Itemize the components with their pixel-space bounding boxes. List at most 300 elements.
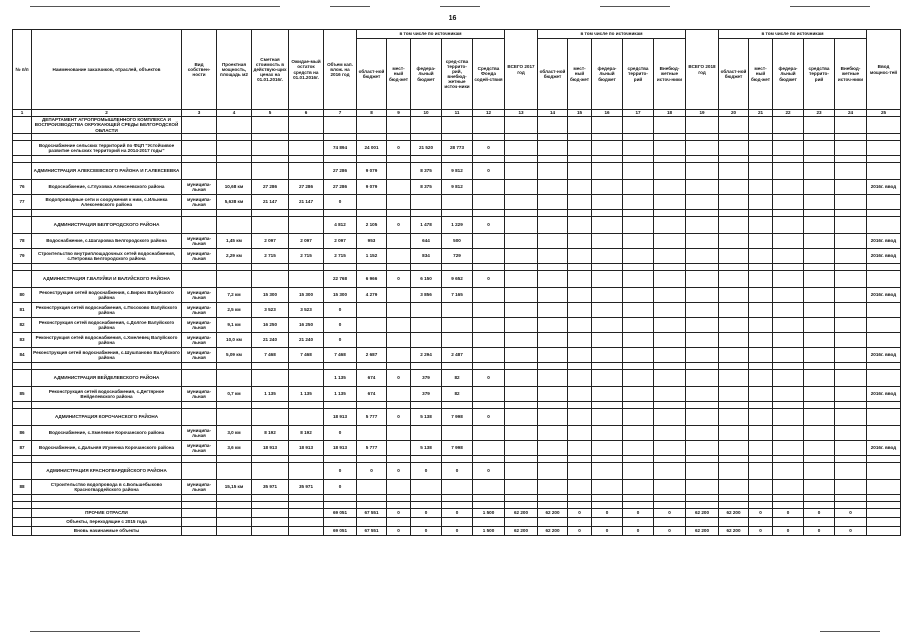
empty-cell	[411, 264, 442, 271]
value-cell: 9,1 км	[217, 318, 252, 333]
value-cell	[473, 333, 505, 348]
value-cell	[835, 195, 867, 210]
value-cell: 16 250	[289, 318, 324, 333]
empty-cell	[217, 495, 252, 502]
src2018-header: средства террито-рий	[804, 39, 835, 110]
value-cell	[568, 409, 592, 426]
empty-cell	[442, 363, 473, 370]
value-cell	[387, 234, 411, 249]
empty-cell	[32, 456, 182, 463]
col-name-header: Наименование заказчиков, отраслей, объектов	[32, 30, 182, 110]
value-cell	[835, 480, 867, 495]
section-row	[13, 217, 901, 234]
empty-cell	[623, 456, 654, 463]
value-cell	[252, 527, 289, 536]
value-cell	[654, 387, 686, 402]
empty-cell	[252, 456, 289, 463]
value-cell	[182, 463, 217, 480]
value-cell	[182, 518, 217, 527]
value-cell: 2 487	[442, 348, 473, 363]
value-cell	[217, 518, 252, 527]
value-cell	[217, 509, 252, 518]
value-cell	[719, 141, 749, 156]
value-cell	[654, 409, 686, 426]
empty-cell	[749, 402, 773, 409]
empty-cell	[505, 264, 538, 271]
value-cell	[654, 348, 686, 363]
empty-cell	[592, 210, 623, 217]
value-cell	[623, 117, 654, 134]
empty-cell	[473, 402, 505, 409]
value-cell	[442, 426, 473, 441]
value-cell	[538, 271, 568, 288]
value-cell	[773, 463, 804, 480]
column-index-cell: 15	[568, 110, 592, 117]
value-cell	[804, 195, 835, 210]
value-cell	[749, 480, 773, 495]
value-cell	[804, 387, 835, 402]
empty-cell	[867, 210, 901, 217]
value-cell	[217, 271, 252, 288]
value-cell	[804, 117, 835, 134]
value-cell	[387, 117, 411, 134]
empty-cell	[387, 502, 411, 509]
value-cell	[538, 217, 568, 234]
empty-cell	[387, 495, 411, 502]
value-cell	[289, 409, 324, 426]
empty-cell	[473, 456, 505, 463]
value-cell: муниципа-льная	[182, 348, 217, 363]
value-cell	[442, 195, 473, 210]
value-cell	[686, 387, 719, 402]
value-cell	[568, 441, 592, 456]
value-cell	[719, 387, 749, 402]
value-cell	[182, 509, 217, 518]
empty-cell	[749, 456, 773, 463]
value-cell	[592, 441, 623, 456]
empty-cell	[217, 363, 252, 370]
value-cell	[749, 409, 773, 426]
value-cell	[592, 288, 623, 303]
value-cell	[217, 117, 252, 134]
value-cell	[289, 527, 324, 536]
value-cell	[568, 195, 592, 210]
object-name: Строительство водопровода в с.Большебыково Красногвардейского района	[32, 480, 182, 495]
value-cell	[289, 117, 324, 134]
empty-cell	[773, 402, 804, 409]
value-cell: 0	[473, 271, 505, 288]
value-cell	[835, 180, 867, 195]
value-cell	[804, 426, 835, 441]
empty-cell	[623, 495, 654, 502]
value-cell	[623, 370, 654, 387]
value-cell: 7,2 км	[217, 288, 252, 303]
value-cell	[538, 409, 568, 426]
value-cell	[473, 303, 505, 318]
value-cell	[505, 180, 538, 195]
value-cell	[411, 303, 442, 318]
value-cell: 2 097	[324, 234, 357, 249]
commission-cell	[867, 271, 901, 288]
empty-cell	[252, 156, 289, 163]
empty-cell	[182, 264, 217, 271]
empty-cell	[804, 456, 835, 463]
table-row	[13, 180, 901, 195]
value-cell: 5 777	[357, 441, 387, 456]
value-cell	[357, 303, 387, 318]
object-name: Объекты, переходящие с 2015 года	[32, 518, 182, 527]
value-cell	[719, 318, 749, 333]
empty-cell	[357, 363, 387, 370]
src2017-header: Внебюд-жетные источ-ники	[654, 39, 686, 110]
src2017-header: област-ной бюджет	[538, 39, 568, 110]
empty-cell	[592, 363, 623, 370]
value-cell: 1 135	[252, 387, 289, 402]
value-cell: 0	[411, 463, 442, 480]
value-cell	[773, 348, 804, 363]
src2016-header: Средства Фонда содей-ствия	[473, 39, 505, 110]
value-cell	[804, 249, 835, 264]
value-cell	[324, 518, 357, 527]
object-name: Водопроводные сети и сооружения к ним, с.Ильинка Алексеевского района	[32, 195, 182, 210]
section-title: АДМИНИСТРАЦИЯ Г.ВАЛУЙКИ И ВАЛУЙСКОГО РАЙОНА	[32, 271, 182, 288]
empty-cell	[182, 402, 217, 409]
value-cell	[749, 387, 773, 402]
value-cell: 1 152	[357, 249, 387, 264]
value-cell	[773, 426, 804, 441]
value-cell	[804, 163, 835, 180]
value-cell	[357, 318, 387, 333]
top-scan-line	[790, 6, 870, 7]
empty-cell	[324, 495, 357, 502]
empty-cell	[686, 363, 719, 370]
value-cell	[505, 441, 538, 456]
src2016-header: мест-ный бюд-жет	[387, 39, 411, 110]
value-cell	[592, 409, 623, 426]
value-cell: 9 812	[442, 180, 473, 195]
value-cell: 62 200	[538, 509, 568, 518]
value-cell	[654, 426, 686, 441]
value-cell	[182, 370, 217, 387]
empty-cell	[623, 134, 654, 141]
row-number: 86	[13, 426, 32, 441]
value-cell	[804, 348, 835, 363]
empty-cell	[773, 502, 804, 509]
value-cell	[804, 480, 835, 495]
value-cell	[538, 518, 568, 527]
empty-cell	[804, 363, 835, 370]
value-cell	[505, 518, 538, 527]
value-cell	[182, 141, 217, 156]
value-cell	[654, 303, 686, 318]
top-scan-line	[330, 6, 370, 7]
empty-cell	[773, 363, 804, 370]
value-cell	[686, 195, 719, 210]
value-cell: 0	[592, 509, 623, 518]
row-number: 81	[13, 303, 32, 318]
value-cell	[804, 271, 835, 288]
value-cell: 2 097	[289, 234, 324, 249]
value-cell	[182, 527, 217, 536]
row-number	[13, 409, 32, 426]
value-cell	[473, 249, 505, 264]
value-cell	[749, 271, 773, 288]
empty-cell	[867, 502, 901, 509]
value-cell: 7 998	[442, 441, 473, 456]
commission-cell	[867, 318, 901, 333]
column-index-cell: 25	[867, 110, 901, 117]
value-cell: 0	[411, 527, 442, 536]
empty-cell	[32, 402, 182, 409]
column-index-cell: 10	[411, 110, 442, 117]
value-cell	[289, 370, 324, 387]
top-scan-line	[30, 6, 280, 7]
value-cell	[623, 318, 654, 333]
row-number: 84	[13, 348, 32, 363]
value-cell: 834	[411, 249, 442, 264]
empty-cell	[252, 402, 289, 409]
empty-cell	[289, 402, 324, 409]
value-cell: 35 971	[252, 480, 289, 495]
value-cell	[719, 163, 749, 180]
value-cell: 0	[324, 480, 357, 495]
object-name: Вновь начинаемые объекты	[32, 527, 182, 536]
value-cell: 2 715	[289, 249, 324, 264]
value-cell	[538, 163, 568, 180]
value-cell	[505, 234, 538, 249]
value-cell	[804, 463, 835, 480]
value-cell	[686, 318, 719, 333]
empty-cell	[835, 456, 867, 463]
value-cell	[654, 370, 686, 387]
column-index-cell: 23	[804, 110, 835, 117]
column-index-cell: 6	[289, 110, 324, 117]
value-cell	[654, 271, 686, 288]
value-cell	[654, 195, 686, 210]
src2018-header: федера-льный бюджет	[773, 39, 804, 110]
value-cell	[686, 480, 719, 495]
value-cell: 27 286	[324, 163, 357, 180]
value-cell	[289, 463, 324, 480]
empty-cell	[411, 456, 442, 463]
value-cell: 6 150	[411, 271, 442, 288]
value-cell	[719, 441, 749, 456]
value-cell	[289, 217, 324, 234]
empty-cell	[568, 402, 592, 409]
value-cell	[387, 426, 411, 441]
value-cell: 15 300	[289, 288, 324, 303]
value-cell	[505, 249, 538, 264]
value-cell	[623, 518, 654, 527]
empty-cell	[686, 156, 719, 163]
empty-cell	[252, 363, 289, 370]
value-cell: 3 523	[289, 303, 324, 318]
empty-cell	[324, 210, 357, 217]
value-cell: 0	[473, 463, 505, 480]
table-row	[13, 480, 901, 495]
row-number: 78	[13, 234, 32, 249]
empty-cell	[252, 210, 289, 217]
table-body	[13, 110, 901, 536]
value-cell: 0	[654, 527, 686, 536]
value-cell	[654, 333, 686, 348]
value-cell: 22 768	[324, 271, 357, 288]
value-cell	[623, 463, 654, 480]
value-cell	[411, 318, 442, 333]
value-cell: 27 286	[252, 180, 289, 195]
empty-cell	[867, 456, 901, 463]
empty-cell	[505, 156, 538, 163]
value-cell	[538, 249, 568, 264]
value-cell	[623, 249, 654, 264]
value-cell	[749, 303, 773, 318]
empty-cell	[217, 264, 252, 271]
value-cell	[804, 141, 835, 156]
empty-cell	[568, 134, 592, 141]
empty-cell	[324, 156, 357, 163]
value-cell	[568, 426, 592, 441]
section-title: ДЕПАРТАМЕНТ АГРОПРОМЫШЛЕННОГО КОМПЛЕКСА И ВОСПРОИЗВОДСТВА ОКРУЖАЮЩЕЙ СРЕДЫ БЕЛГОРОДСКОЙ ОБЛАСТИ	[32, 117, 182, 134]
value-cell: 8 192	[252, 426, 289, 441]
empty-cell	[538, 134, 568, 141]
empty-cell	[357, 156, 387, 163]
empty-cell	[32, 495, 182, 502]
value-cell: муниципа-льная	[182, 303, 217, 318]
value-cell	[835, 117, 867, 134]
value-cell: 21 240	[289, 333, 324, 348]
value-cell: 18 913	[289, 441, 324, 456]
commission-cell	[867, 463, 901, 480]
empty-cell	[505, 502, 538, 509]
commission-cell: 2016г. ввод	[867, 441, 901, 456]
empty-cell	[835, 495, 867, 502]
bottom-scan-line	[820, 631, 880, 632]
empty-cell	[324, 134, 357, 141]
empty-cell	[654, 156, 686, 163]
value-cell	[505, 387, 538, 402]
table-row	[13, 333, 901, 348]
value-cell	[357, 426, 387, 441]
value-cell	[686, 180, 719, 195]
empty-cell	[623, 402, 654, 409]
value-cell	[442, 303, 473, 318]
value-cell: 27 286	[324, 180, 357, 195]
value-cell: 18 913	[324, 409, 357, 426]
value-cell	[719, 348, 749, 363]
value-cell	[686, 348, 719, 363]
value-cell	[217, 217, 252, 234]
col-cost-header: Сметная стоимость в действую-щих ценах на 01.01.2016г.	[252, 30, 289, 110]
spacer-row	[13, 456, 901, 463]
value-cell: 0	[773, 527, 804, 536]
value-cell: 0	[387, 527, 411, 536]
empty-cell	[289, 456, 324, 463]
value-cell: 15,15 км	[217, 480, 252, 495]
col-no-header: № п/п	[13, 30, 32, 110]
src2018-header: мест-ный бюд-жет	[749, 39, 773, 110]
commission-cell: 2016г. ввод	[867, 234, 901, 249]
spacer-row	[13, 156, 901, 163]
empty-cell	[473, 264, 505, 271]
table-row	[13, 234, 901, 249]
value-cell	[568, 370, 592, 387]
empty-cell	[387, 264, 411, 271]
empty-cell	[538, 210, 568, 217]
value-cell: 0	[324, 463, 357, 480]
empty-cell	[411, 134, 442, 141]
object-name: Реконструкция сетей водоснабжения, с.Шушпаново Валуйского района	[32, 348, 182, 363]
empty-cell	[357, 502, 387, 509]
commission-cell	[867, 141, 901, 156]
column-index-cell: 24	[835, 110, 867, 117]
empty-cell	[719, 363, 749, 370]
table-row	[13, 195, 901, 210]
value-cell	[538, 426, 568, 441]
row-number	[13, 271, 32, 288]
value-cell: 0	[387, 141, 411, 156]
empty-cell	[252, 264, 289, 271]
value-cell	[773, 217, 804, 234]
value-cell	[749, 288, 773, 303]
value-cell	[592, 163, 623, 180]
value-cell	[654, 249, 686, 264]
empty-cell	[623, 363, 654, 370]
empty-cell	[32, 502, 182, 509]
value-cell	[568, 303, 592, 318]
value-cell	[686, 441, 719, 456]
value-cell	[252, 463, 289, 480]
value-cell: 674	[357, 387, 387, 402]
value-cell: 9 812	[442, 163, 473, 180]
commission-cell	[867, 195, 901, 210]
value-cell: 729	[442, 249, 473, 264]
value-cell	[749, 518, 773, 527]
value-cell	[538, 117, 568, 134]
empty-cell	[289, 210, 324, 217]
value-cell: муниципа-льная	[182, 441, 217, 456]
value-cell	[773, 333, 804, 348]
empty-cell	[773, 156, 804, 163]
value-cell: 62 200	[719, 509, 749, 518]
empty-cell	[568, 502, 592, 509]
empty-cell	[324, 456, 357, 463]
row-number	[13, 163, 32, 180]
value-cell	[623, 333, 654, 348]
value-cell: муниципа-льная	[182, 234, 217, 249]
value-cell	[592, 480, 623, 495]
value-cell	[719, 333, 749, 348]
value-cell: 1 135	[289, 387, 324, 402]
value-cell	[623, 141, 654, 156]
value-cell	[252, 117, 289, 134]
value-cell: 21 240	[252, 333, 289, 348]
object-name: Водоснабжение, с.Глуховка Алексеевского района	[32, 180, 182, 195]
value-cell: муниципа-льная	[182, 333, 217, 348]
value-cell: 35 971	[289, 480, 324, 495]
value-cell	[835, 409, 867, 426]
section-title: АДМИНИСТРАЦИЯ БЕЛГОРОДСКОГО РАЙОНА	[32, 217, 182, 234]
value-cell	[623, 217, 654, 234]
value-cell	[686, 370, 719, 387]
value-cell: 3 856	[411, 288, 442, 303]
empty-cell	[411, 495, 442, 502]
value-cell	[357, 117, 387, 134]
empty-cell	[442, 495, 473, 502]
value-cell	[442, 480, 473, 495]
empty-cell	[538, 363, 568, 370]
value-cell: 1 500	[473, 509, 505, 518]
value-cell: 3,0 км	[217, 426, 252, 441]
